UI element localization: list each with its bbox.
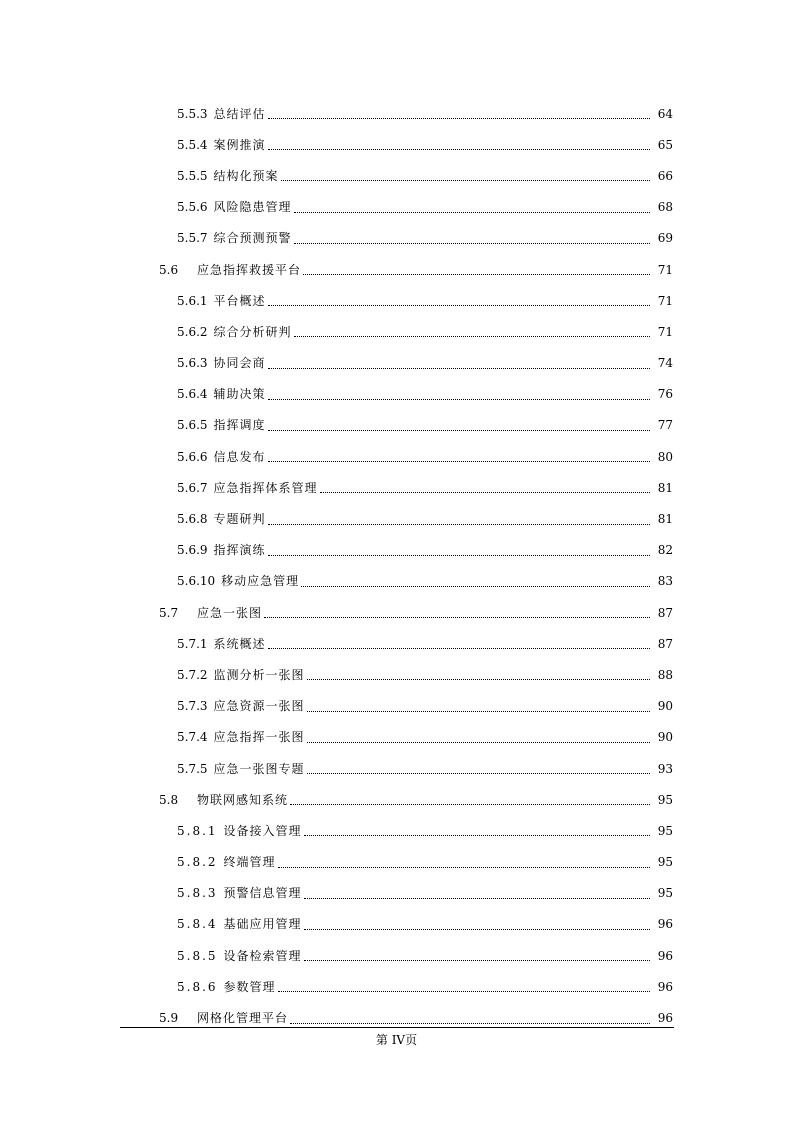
toc-entry-number: 5.7.2 xyxy=(177,667,208,682)
toc-dot-leader xyxy=(268,512,650,525)
toc-entry-title: 物联网感知系统 xyxy=(197,792,289,807)
toc-entry[interactable] xyxy=(0,878,793,909)
toc-entry-title: 指挥调度 xyxy=(213,418,266,433)
toc-entry[interactable] xyxy=(0,535,793,566)
toc-entry-number: 5.7.4 xyxy=(177,730,208,745)
toc-entry-page: 69 xyxy=(657,231,673,246)
toc-dot-leader xyxy=(268,418,650,431)
toc-entry[interactable] xyxy=(0,285,793,316)
toc-entry-title: 平台概述 xyxy=(213,293,266,308)
toc-entry-title: 案例推演 xyxy=(213,137,266,152)
toc-entry[interactable] xyxy=(0,815,793,846)
toc-dot-leader xyxy=(307,730,650,743)
toc-entry-page: 66 xyxy=(657,168,673,183)
toc-entry[interactable] xyxy=(0,659,793,690)
toc-entry-page: 95 xyxy=(657,855,673,870)
toc-entry-number: 5.6.5 xyxy=(177,418,208,433)
toc-entry-page: 76 xyxy=(657,387,673,402)
toc-entry-page: 83 xyxy=(657,574,673,589)
toc-entry-number: 5.8.6 xyxy=(177,979,218,994)
toc-entry-title: 应急资源一张图 xyxy=(213,699,305,714)
toc-entry-title: 指挥演练 xyxy=(213,543,266,558)
toc-dot-leader xyxy=(294,231,650,244)
toc-entry-title: 终端管理 xyxy=(223,855,276,870)
page-number-footer: 第 IV页 xyxy=(375,1033,418,1047)
toc-entry-title: 网格化管理平台 xyxy=(197,1011,289,1026)
toc-entry-title: 监测分析一张图 xyxy=(213,667,305,682)
footer-divider xyxy=(120,1027,674,1028)
toc-entry-number: 5.8.4 xyxy=(177,917,218,932)
toc-entry-page: 96 xyxy=(657,979,673,994)
toc-entry-title: 基础应用管理 xyxy=(223,917,302,932)
toc-dot-leader xyxy=(304,823,650,836)
toc-entry-page: 87 xyxy=(657,605,673,620)
toc-entry[interactable] xyxy=(0,379,793,410)
toc-entry[interactable] xyxy=(0,691,793,722)
toc-entry-page: 80 xyxy=(657,449,673,464)
toc-entry-title: 综合预测预警 xyxy=(213,231,292,246)
toc-entry-title: 应急指挥救援平台 xyxy=(197,262,302,277)
table-of-contents xyxy=(0,98,793,1034)
toc-entry-page: 74 xyxy=(657,356,673,371)
toc-entry-number: 5.8.1 xyxy=(177,823,218,838)
toc-dot-leader xyxy=(264,605,650,618)
toc-dot-leader xyxy=(268,387,650,400)
toc-entry-page: 95 xyxy=(657,823,673,838)
toc-entry-number: 5.5.7 xyxy=(177,231,208,246)
toc-entry-title: 移动应急管理 xyxy=(221,574,300,589)
toc-entry-number: 5.6.2 xyxy=(177,324,208,339)
toc-entry-number: 5.6.4 xyxy=(177,387,208,402)
toc-dot-leader xyxy=(303,262,650,275)
toc-dot-leader xyxy=(307,699,650,712)
toc-entry-number: 5.8 xyxy=(159,792,179,807)
toc-entry[interactable] xyxy=(0,940,793,971)
toc-dot-leader xyxy=(304,917,650,930)
toc-dot-leader xyxy=(294,324,650,337)
toc-dot-leader xyxy=(268,636,650,649)
toc-dot-leader xyxy=(320,480,650,493)
toc-entry-number: 5.5.5 xyxy=(177,168,208,183)
toc-entry-page: 71 xyxy=(657,262,673,277)
toc-entry-title: 结构化预案 xyxy=(213,168,279,183)
toc-dot-leader xyxy=(268,356,650,369)
toc-dot-leader xyxy=(268,293,650,306)
toc-dot-leader xyxy=(307,761,650,774)
toc-entry-page: 87 xyxy=(657,636,673,651)
toc-entry-page: 95 xyxy=(657,886,673,901)
toc-entry[interactable] xyxy=(0,909,793,940)
toc-entry-number: 5.6.10 xyxy=(177,574,216,589)
toc-entry-title: 参数管理 xyxy=(223,979,276,994)
toc-entry[interactable] xyxy=(0,784,793,815)
toc-entry[interactable] xyxy=(0,1002,793,1033)
toc-entry-title: 预警信息管理 xyxy=(223,886,302,901)
toc-entry-title: 协同会商 xyxy=(213,356,266,371)
toc-entry[interactable] xyxy=(0,597,793,628)
toc-entry-number: 5.8.2 xyxy=(177,855,218,870)
toc-entry[interactable] xyxy=(0,316,793,347)
toc-entry-number: 5.8.5 xyxy=(177,948,218,963)
toc-entry-number: 5.5.3 xyxy=(177,106,208,121)
toc-entry[interactable] xyxy=(0,192,793,223)
toc-entry-page: 90 xyxy=(657,730,673,745)
toc-dot-leader xyxy=(278,855,650,868)
toc-entry[interactable] xyxy=(0,129,793,160)
toc-entry[interactable] xyxy=(0,98,793,129)
toc-entry-page: 81 xyxy=(657,480,673,495)
toc-entry-page: 93 xyxy=(657,761,673,776)
toc-entry-page: 81 xyxy=(657,512,673,527)
toc-entry-number: 5.6.8 xyxy=(177,512,208,527)
toc-entry-number: 5.6.3 xyxy=(177,356,208,371)
toc-entry[interactable] xyxy=(0,410,793,441)
toc-entry-number: 5.6.1 xyxy=(177,293,208,308)
toc-entry[interactable] xyxy=(0,160,793,191)
toc-entry-page: 88 xyxy=(657,667,673,682)
toc-entry-title: 应急指挥体系管理 xyxy=(213,480,318,495)
toc-dot-leader xyxy=(278,979,650,992)
toc-entry-number: 5.5.6 xyxy=(177,200,208,215)
toc-entry[interactable] xyxy=(0,753,793,784)
toc-entry-title: 应急指挥一张图 xyxy=(213,730,305,745)
toc-entry[interactable] xyxy=(0,223,793,254)
toc-entry-title: 风险隐患管理 xyxy=(213,200,292,215)
toc-dot-leader xyxy=(304,886,650,899)
toc-entry-number: 5.6.9 xyxy=(177,543,208,558)
toc-entry-page: 96 xyxy=(657,948,673,963)
toc-entry-page: 65 xyxy=(657,137,673,152)
toc-entry-title: 综合分析研判 xyxy=(213,324,292,339)
toc-dot-leader xyxy=(307,667,650,680)
toc-entry-page: 77 xyxy=(657,418,673,433)
toc-entry-title: 设备检索管理 xyxy=(223,948,302,963)
toc-entry[interactable] xyxy=(0,971,793,1002)
toc-dot-leader xyxy=(268,449,650,462)
toc-entry-page: 82 xyxy=(657,543,673,558)
toc-entry-number: 5.9 xyxy=(159,1011,179,1026)
toc-entry-page: 90 xyxy=(657,699,673,714)
toc-entry-page: 71 xyxy=(657,293,673,308)
toc-dot-leader xyxy=(304,948,650,961)
toc-entry[interactable] xyxy=(0,254,793,285)
toc-entry-page: 71 xyxy=(657,324,673,339)
toc-entry-page: 95 xyxy=(657,792,673,807)
toc-entry-number: 5.7 xyxy=(159,605,179,620)
toc-entry-number: 5.6.6 xyxy=(177,449,208,464)
toc-entry[interactable] xyxy=(0,628,793,659)
toc-dot-leader xyxy=(294,200,650,213)
toc-dot-leader xyxy=(301,574,650,587)
toc-entry-title: 设备接入管理 xyxy=(223,823,302,838)
toc-dot-leader xyxy=(268,543,650,556)
toc-entry-number: 5.7.1 xyxy=(177,636,208,651)
toc-entry-title: 系统概述 xyxy=(213,636,266,651)
toc-entry-title: 应急一张图 xyxy=(197,605,263,620)
toc-dot-leader xyxy=(268,106,650,119)
toc-entry-number: 5.7.3 xyxy=(177,699,208,714)
toc-entry[interactable] xyxy=(0,722,793,753)
toc-entry-number: 5.6 xyxy=(159,262,179,277)
toc-entry-title: 专题研判 xyxy=(213,512,266,527)
toc-entry-title: 总结评估 xyxy=(213,106,266,121)
toc-entry-page: 68 xyxy=(657,200,673,215)
toc-entry-title: 应急一张图专题 xyxy=(213,761,305,776)
toc-entry-page: 96 xyxy=(657,1011,673,1026)
toc-entry-number: 5.8.3 xyxy=(177,886,218,901)
toc-entry-number: 5.7.5 xyxy=(177,761,208,776)
toc-entry-page: 64 xyxy=(657,106,673,121)
toc-entry[interactable] xyxy=(0,348,793,379)
toc-dot-leader xyxy=(268,137,650,150)
toc-dot-leader xyxy=(290,792,650,805)
toc-dot-leader xyxy=(281,168,650,181)
toc-dot-leader xyxy=(290,1011,650,1024)
toc-entry[interactable] xyxy=(0,441,793,472)
toc-entry-number: 5.6.7 xyxy=(177,480,208,495)
toc-entry[interactable] xyxy=(0,566,793,597)
toc-entry-title: 信息发布 xyxy=(213,449,266,464)
toc-entry-number: 5.5.4 xyxy=(177,137,208,152)
toc-entry[interactable] xyxy=(0,503,793,534)
toc-entry-title: 辅助决策 xyxy=(213,387,266,402)
toc-entry-page: 96 xyxy=(657,917,673,932)
toc-entry[interactable] xyxy=(0,847,793,878)
toc-entry[interactable] xyxy=(0,472,793,503)
